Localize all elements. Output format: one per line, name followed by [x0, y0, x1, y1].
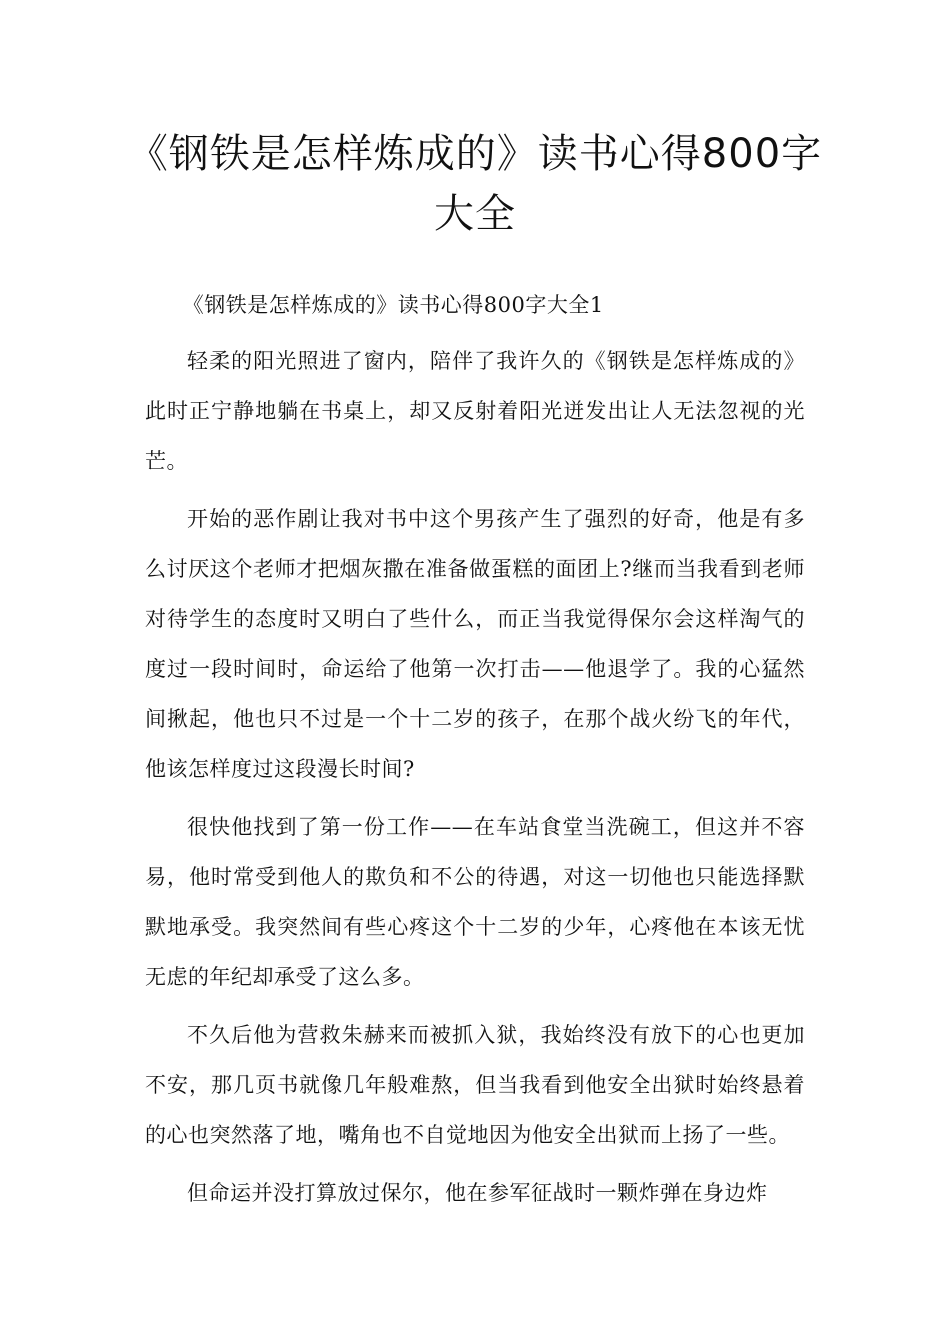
paragraph-2: 开始的恶作剧让我对书中这个男孩产生了强烈的好奇，他是有多么讨厌这个老师才把烟灰撒在准备做蛋糕的面团上?继而当我看到老师对待学生的态度时又明白了些什么，而正当我觉得保尔会这样淘气的度过一段时间时，命运给了他第一次打击——他退学了。我的心猛然间揪起，他也只不过是一个十二岁的孩子，在那个战火纷飞的年代，他该怎样度过这段漫长时间? [145, 507, 805, 781]
paragraph-3: 很快他找到了第一份工作——在车站食堂当洗碗工，但这并不容易，他时常受到他人的欺负和不公的待遇，对这一切他也只能选择默默地承受。我突然间有些心疼这个十二岁的少年，心疼他在本该无忧无虑的年纪却承受了这么多。 [145, 815, 805, 989]
paragraph-4: 不久后他为营救朱赫来而被抓入狱，我始终没有放下的心也更加不安，那几页书就像几年般难熬，但当我看到他安全出狱时始终悬着的心也突然落了地，嘴角也不自觉地因为他安全出狱而上扬了一些。 [145, 1023, 805, 1147]
section-subtitle: 《钢铁是怎样炼成的》读书心得800字大全1 [182, 293, 604, 317]
paragraph-1: 轻柔的阳光照进了窗内，陪伴了我许久的《钢铁是怎样炼成的》此时正宁静地躺在书桌上，却又反射着阳光迸发出让人无法忽视的光芒。 [145, 349, 805, 473]
paragraph-5: 但命运并没打算放过保尔，他在参军征战时一颗炸弹在身边炸 [187, 1181, 768, 1205]
document-body [145, 280, 805, 1226]
document-title: 《钢铁是怎样炼成的》读书心得800字大全 [127, 131, 823, 237]
